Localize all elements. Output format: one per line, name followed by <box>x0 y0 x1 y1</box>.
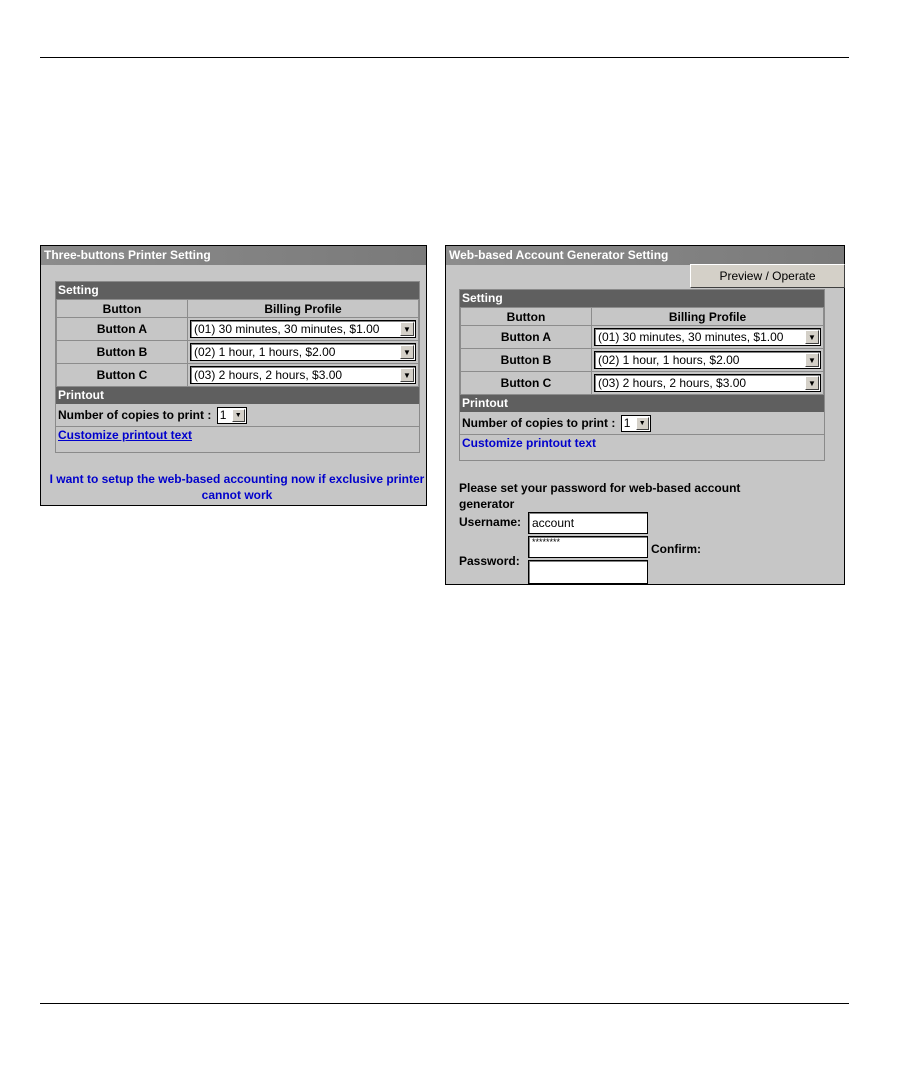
button-label: Button A <box>57 318 188 341</box>
select-value: (02) 1 hour, 1 hours, $2.00 <box>194 345 336 359</box>
password-input[interactable]: ******** <box>528 536 648 558</box>
password-label: Password: <box>459 554 520 568</box>
dropdown-arrow-icon[interactable]: ▼ <box>636 417 649 430</box>
select-value: (01) 30 minutes, 30 minutes, $1.00 <box>598 330 784 344</box>
table-row <box>461 326 824 349</box>
setting-header: Setting <box>56 282 419 299</box>
billing-profile-select-c[interactable] <box>190 366 416 384</box>
confirm-password-input[interactable] <box>528 560 648 584</box>
copies-label: Number of copies to print : <box>58 408 212 422</box>
table-row <box>57 364 419 387</box>
select-value: (03) 2 hours, 2 hours, $3.00 <box>194 368 343 382</box>
dropdown-arrow-icon[interactable]: ▼ <box>400 322 414 336</box>
dropdown-arrow-icon[interactable]: ▼ <box>805 353 819 367</box>
billing-table <box>56 299 419 387</box>
billing-profile-select-a[interactable] <box>190 320 416 338</box>
confirm-label: Confirm: <box>651 542 701 556</box>
copies-select[interactable] <box>217 407 247 424</box>
table-row <box>461 372 824 395</box>
button-label: Button C <box>461 372 592 395</box>
preview-operate-button[interactable]: Preview / Operate <box>690 264 845 288</box>
col-button-header: Button <box>461 308 592 326</box>
table-row <box>57 318 419 341</box>
col-profile-header: Billing Profile <box>188 300 419 318</box>
setting-header: Setting <box>460 290 824 307</box>
dropdown-arrow-icon[interactable]: ▼ <box>400 345 414 359</box>
setting-section <box>55 281 420 453</box>
col-profile-header: Billing Profile <box>592 308 824 326</box>
copies-value: 1 <box>219 408 227 423</box>
dropdown-arrow-icon[interactable]: ▼ <box>400 368 414 382</box>
select-value: (03) 2 hours, 2 hours, $3.00 <box>598 376 747 390</box>
billing-profile-select-a[interactable] <box>594 328 821 346</box>
copies-label: Number of copies to print : <box>462 416 616 430</box>
billing-profile-select-b[interactable] <box>190 343 416 361</box>
username-input[interactable]: account <box>528 512 648 534</box>
username-label: Username: <box>459 515 522 529</box>
col-button-header: Button <box>57 300 188 318</box>
table-row <box>57 341 419 364</box>
setup-web-accounting-link[interactable]: I want to setup the web-based accounting now if exclusive printer cannot work <box>49 472 425 502</box>
customize-printout-link[interactable]: Customize printout text <box>58 428 192 442</box>
dropdown-arrow-icon[interactable]: ▼ <box>805 330 819 344</box>
top-rule <box>40 57 849 58</box>
customize-printout-link[interactable]: Customize printout text <box>462 436 596 450</box>
panel-title: Web-based Account Generator Setting <box>446 246 844 265</box>
billing-profile-select-b[interactable] <box>594 351 821 369</box>
copies-row <box>460 412 824 434</box>
setting-section <box>459 289 825 461</box>
customize-row <box>460 434 824 452</box>
printout-header: Printout <box>460 395 824 412</box>
button-label: Button C <box>57 364 188 387</box>
button-label: Button A <box>461 326 592 349</box>
copies-select[interactable] <box>621 415 651 432</box>
copies-row <box>56 404 419 426</box>
table-row <box>461 349 824 372</box>
bottom-rule <box>40 1003 849 1004</box>
select-value: (02) 1 hour, 1 hours, $2.00 <box>598 353 740 367</box>
button-label: Button B <box>461 349 592 372</box>
web-account-generator-panel <box>445 245 845 585</box>
three-buttons-printer-panel <box>40 245 427 506</box>
printout-header: Printout <box>56 387 419 404</box>
customize-row <box>56 426 419 444</box>
password-prompt: Please set your password for web-based account generator <box>459 481 741 511</box>
button-label: Button B <box>57 341 188 364</box>
select-value: (01) 30 minutes, 30 minutes, $1.00 <box>194 322 380 336</box>
copies-value: 1 <box>623 416 631 431</box>
dropdown-arrow-icon[interactable]: ▼ <box>232 409 245 422</box>
billing-table <box>460 307 824 395</box>
panel-title: Three-buttons Printer Setting <box>41 246 426 265</box>
billing-profile-select-c[interactable] <box>594 374 821 392</box>
dropdown-arrow-icon[interactable]: ▼ <box>805 376 819 390</box>
